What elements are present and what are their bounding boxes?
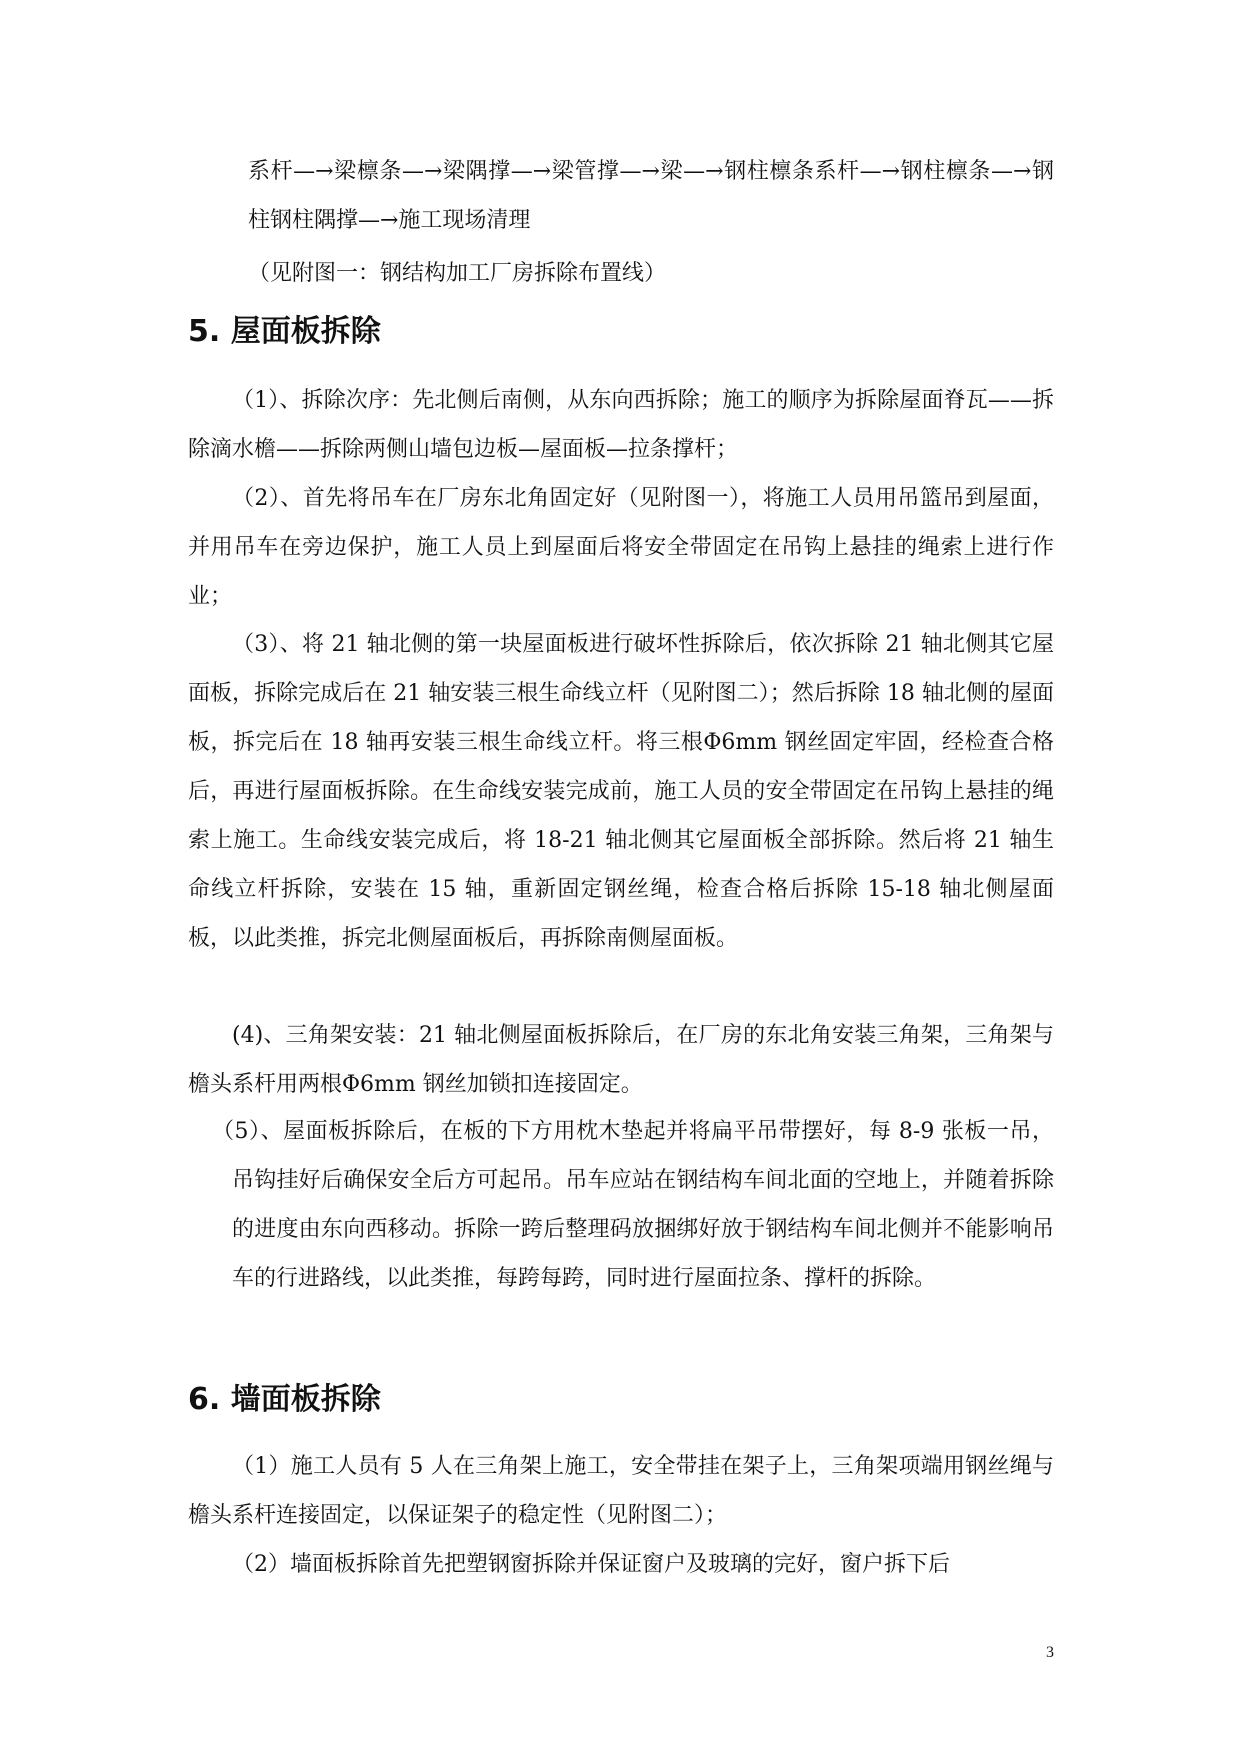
section-6-heading: 6. 墙面板拆除 (188, 1382, 381, 1417)
section-6-item-2: （2）墙面板拆除首先把塑钢窗拆除并保证窗户及玻璃的完好，窗户拆下后 (232, 1552, 950, 1577)
section-5-item-1: （1）、拆除次序：先北侧后南侧，从东向西拆除；施工的顺序为拆除屋面脊瓦——拆除滴水檐——拆除两侧山墙包边板—屋面板—拉条撑杆； (188, 388, 1054, 462)
section-5-item-2: （2）、首先将吊车在厂房东北角固定好（见附图一），将施工人员用吊篮吊到屋面，并用吊车在旁边保护，施工人员上到屋面后将安全带固定在吊钩上悬挂的绳索上进行作业； (188, 486, 1054, 609)
page-number: 3 (1046, 1644, 1054, 1661)
section-5-heading: 5. 屋面板拆除 (188, 314, 381, 349)
section-6-item-1: （1）施工人员有 5 人在三角架上施工，安全带挂在架子上，三角架项端用钢丝绳与檐头系杆连接固定，以保证架子的稳定性（见附图二）； (188, 1454, 1054, 1528)
intro-reference-paragraph: （见附图一：钢结构加工厂房拆除布置线） (248, 261, 667, 286)
section-5-item-3: （3）、将 21 轴北侧的第一块屋面板进行破坏性拆除后，依次拆除 21 轴北侧其它屋面板，拆除完成后在 21 轴安装三根生命线立杆（见附图二）；然后拆除 18 轴北侧的屋面板，拆完后在 18 轴再安装三根生命线立杆。将三根Φ6mm 钢丝固定牢固，经检查合格后，再进行屋面板拆除。在生命线安装完成前，施工人员的安全带固定在吊钩上悬挂的绳索上施工。生命线安装完成后，将 18-21 轴北侧其它屋面板全部拆除。然后将 21 轴生命线立杆拆除，安装在 15 轴，重新固定钢丝绳，检查合格后拆除 15-18 轴北侧屋面板，以此类推，拆完北侧屋面板后，再拆除南侧屋面板。 (188, 632, 1054, 951)
intro-flow-paragraph: 系杆—→梁檩条—→梁隅撑—→梁管撑—→梁—→钢柱檩条系杆—→钢柱檩条—→钢柱钢柱隅撑—→施工现场清理 (248, 159, 1054, 233)
section-5-item-5: （5）、屋面板拆除后，在板的下方用枕木垫起并将扁平吊带摆好，每 8-9 张板一吊，吊钩挂好后确保安全后方可起吊。吊车应站在钢结构车间北面的空地上，并随着拆除的进度由东向西移动。拆除一跨后整理码放捆绑好放于钢结构车间北侧并不能影响吊车的行进路线，以此类推，每跨每跨，同时进行屋面拉条、撑杆的拆除。 (212, 1119, 1054, 1291)
section-5-item-4: (4)、三角架安装：21 轴北侧屋面板拆除后，在厂房的东北角安装三角架，三角架与檐头系杆用两根Φ6mm 钢丝加锁扣连接固定。 (188, 1023, 1054, 1097)
